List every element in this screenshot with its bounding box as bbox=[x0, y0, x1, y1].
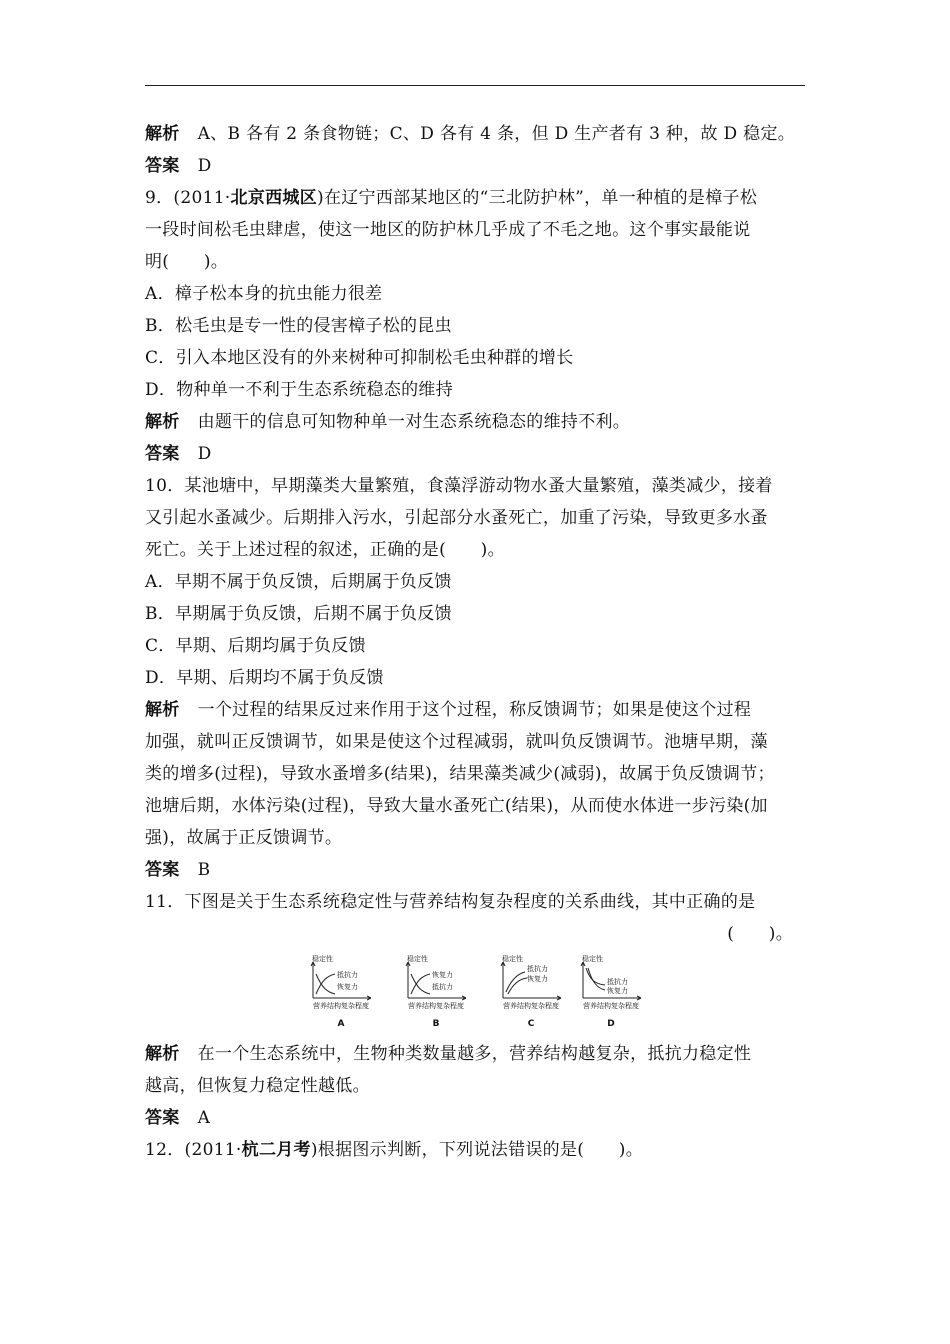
q9-stem-line-1 bbox=[145, 182, 807, 214]
x-axis-label: 营养结构复杂程度 bbox=[408, 1002, 464, 1010]
q10-analysis-line-2: 加强，就叫正反馈调节，如果是使这个过程减弱，就叫负反馈调节。池塘早期，藻 bbox=[145, 732, 768, 752]
q11-stem-line-1: 11．下图是关于生态系统稳定性与营养结构复杂程度的关系曲线，其中正确的是 bbox=[145, 892, 756, 912]
analysis-text: 在一个生态系统中，生物种类数量越多，营养结构越复杂，抵抗力稳定性 bbox=[197, 1044, 752, 1064]
figure-letter: A bbox=[337, 1019, 345, 1029]
answer-label: 答案 bbox=[145, 444, 180, 464]
figure-letter: B bbox=[432, 1019, 440, 1029]
curve-label-1: 抵抗力 bbox=[607, 978, 628, 986]
answer-label: 答案 bbox=[145, 860, 180, 880]
q9-stem-text: )在辽宁西部某地区的“三北防护林”，单一种植的是樟子松 bbox=[317, 188, 758, 208]
q10-option-a: A．早期不属于负反馈，后期属于负反馈 bbox=[145, 572, 452, 592]
figure-d bbox=[575, 954, 647, 1034]
y-axis-label: 稳定性 bbox=[407, 955, 428, 963]
curve-resistance bbox=[411, 974, 430, 994]
curve-label-2: 恢复力 bbox=[607, 987, 628, 995]
q10-stem-line-1: 10．某池塘中，早期藻类大量繁殖，食藻浮游动物水蚤大量繁殖，藻类减少，接着 bbox=[145, 476, 773, 496]
q10-analysis-line-1 bbox=[145, 694, 807, 726]
q9-stem-line-3: 明( )。 bbox=[145, 252, 229, 272]
q11-stem-line-2: ( )。 bbox=[727, 924, 793, 944]
q9-analysis bbox=[145, 406, 807, 438]
figure-letter: D bbox=[607, 1019, 615, 1029]
curve-resistance bbox=[316, 974, 335, 994]
q10-answer bbox=[145, 854, 807, 886]
q9-stem-line-2: 一段时间松毛虫肆虐，使这一地区的防护林几乎成了不毛之地。这个事实最能说 bbox=[145, 220, 751, 240]
y-axis-label: 稳定性 bbox=[502, 955, 523, 963]
q8-answer bbox=[145, 150, 807, 182]
y-axis-label: 稳定性 bbox=[312, 955, 333, 963]
q9-answer bbox=[145, 438, 807, 470]
q11-analysis-line-1 bbox=[145, 1038, 807, 1070]
curve-resilience bbox=[508, 978, 527, 994]
curve-label-2: 抵抗力 bbox=[432, 983, 453, 991]
analysis-text: 由题干的信息可知物种单一对生态系统稳态的维持不利。 bbox=[197, 412, 631, 432]
q11-answer bbox=[145, 1102, 807, 1134]
answer-value: B bbox=[197, 860, 211, 880]
curve-label-2: 恢复力 bbox=[337, 983, 358, 991]
y-axis-label: 稳定性 bbox=[582, 955, 603, 963]
answer-value: D bbox=[197, 444, 212, 464]
q8-analysis bbox=[145, 118, 807, 150]
header-rule bbox=[145, 85, 805, 86]
curve-label-1: 抵抗力 bbox=[337, 971, 358, 979]
q9-option-a: A．樟子松本身的抗虫能力很差 bbox=[145, 284, 383, 304]
analysis-text: 一个过程的结果反过来作用于这个过程，称反馈调节；如果是使这个过程 bbox=[197, 700, 752, 720]
analysis-label: 解析 bbox=[145, 1044, 180, 1064]
q12-number: 12．(2011· bbox=[145, 1140, 242, 1160]
q10-option-c: C．早期、后期均属于负反馈 bbox=[145, 636, 366, 656]
q10-stem-line-3: 死亡。关于上述过程的叙述，正确的是( )。 bbox=[145, 540, 505, 560]
x-axis-label: 营养结构复杂程度 bbox=[503, 1002, 559, 1010]
figure-letter: C bbox=[527, 1019, 535, 1029]
analysis-label: 解析 bbox=[145, 700, 180, 720]
document-body bbox=[145, 118, 807, 1166]
curve-resilience bbox=[588, 968, 605, 990]
curve-label-1: 抵抗力 bbox=[527, 965, 548, 973]
x-axis-label: 营养结构复杂程度 bbox=[313, 1002, 369, 1010]
q11-analysis-line-2: 越高，但恢复力稳定性越低。 bbox=[145, 1076, 370, 1096]
figure-b bbox=[400, 954, 472, 1034]
curve-label-1: 恢复力 bbox=[432, 971, 453, 979]
curve-resilience bbox=[411, 974, 430, 994]
analysis-label: 解析 bbox=[145, 412, 180, 432]
q9-source: 北京西城区 bbox=[230, 188, 318, 208]
q9-option-c: C．引入本地区没有的外来树种可抑制松毛虫种群的增长 bbox=[145, 348, 574, 368]
q9-option-d: D．物种单一不利于生态系统稳态的维持 bbox=[145, 380, 454, 400]
q12-stem-text: )根据图示判断，下列说法错误的是( )。 bbox=[310, 1140, 644, 1160]
q10-analysis-line-4: 池塘后期，水体污染(过程)，导致大量水蚤死亡(结果)，从而使水体进一步污染(加 bbox=[145, 796, 768, 816]
figure-a bbox=[305, 954, 377, 1034]
figure-c bbox=[495, 954, 567, 1034]
analysis-text: A、B 各有 2 条食物链；C、D 各有 4 条，但 D 生产者有 3 种，故 D 稳定。 bbox=[197, 124, 796, 144]
q9-number: 9．(2011· bbox=[145, 188, 231, 208]
q12-stem-line-1 bbox=[145, 1134, 807, 1166]
q10-analysis-line-5: 强)，故属于正反馈调节。 bbox=[145, 828, 343, 848]
q10-analysis-line-3: 类的增多(过程)，导致水蚤增多(结果)，结果藻类减少(减弱)，故属于负反馈调节； bbox=[145, 764, 775, 784]
answer-label: 答案 bbox=[145, 1108, 180, 1128]
curve-label-2: 恢复力 bbox=[527, 975, 548, 983]
q10-option-b: B．早期属于负反馈，后期不属于负反馈 bbox=[145, 604, 452, 624]
answer-value: D bbox=[197, 156, 212, 176]
curve-resistance bbox=[506, 972, 525, 992]
q9-option-b: B．松毛虫是专一性的侵害樟子松的昆虫 bbox=[145, 316, 452, 336]
curve-resilience bbox=[316, 974, 335, 994]
answer-label: 答案 bbox=[145, 156, 180, 176]
q10-stem-line-2: 又引起水蚤减少。后期排入污水，引起部分水蚤死亡，加重了污染，导致更多水蚤 bbox=[145, 508, 768, 528]
q10-option-d: D．早期、后期均不属于负反馈 bbox=[145, 668, 384, 688]
q12-source: 杭二月考 bbox=[241, 1140, 311, 1160]
analysis-label: 解析 bbox=[145, 124, 180, 144]
answer-value: A bbox=[197, 1108, 211, 1128]
q11-figures bbox=[145, 950, 807, 1038]
x-axis-label: 营养结构复杂程度 bbox=[583, 1002, 639, 1010]
